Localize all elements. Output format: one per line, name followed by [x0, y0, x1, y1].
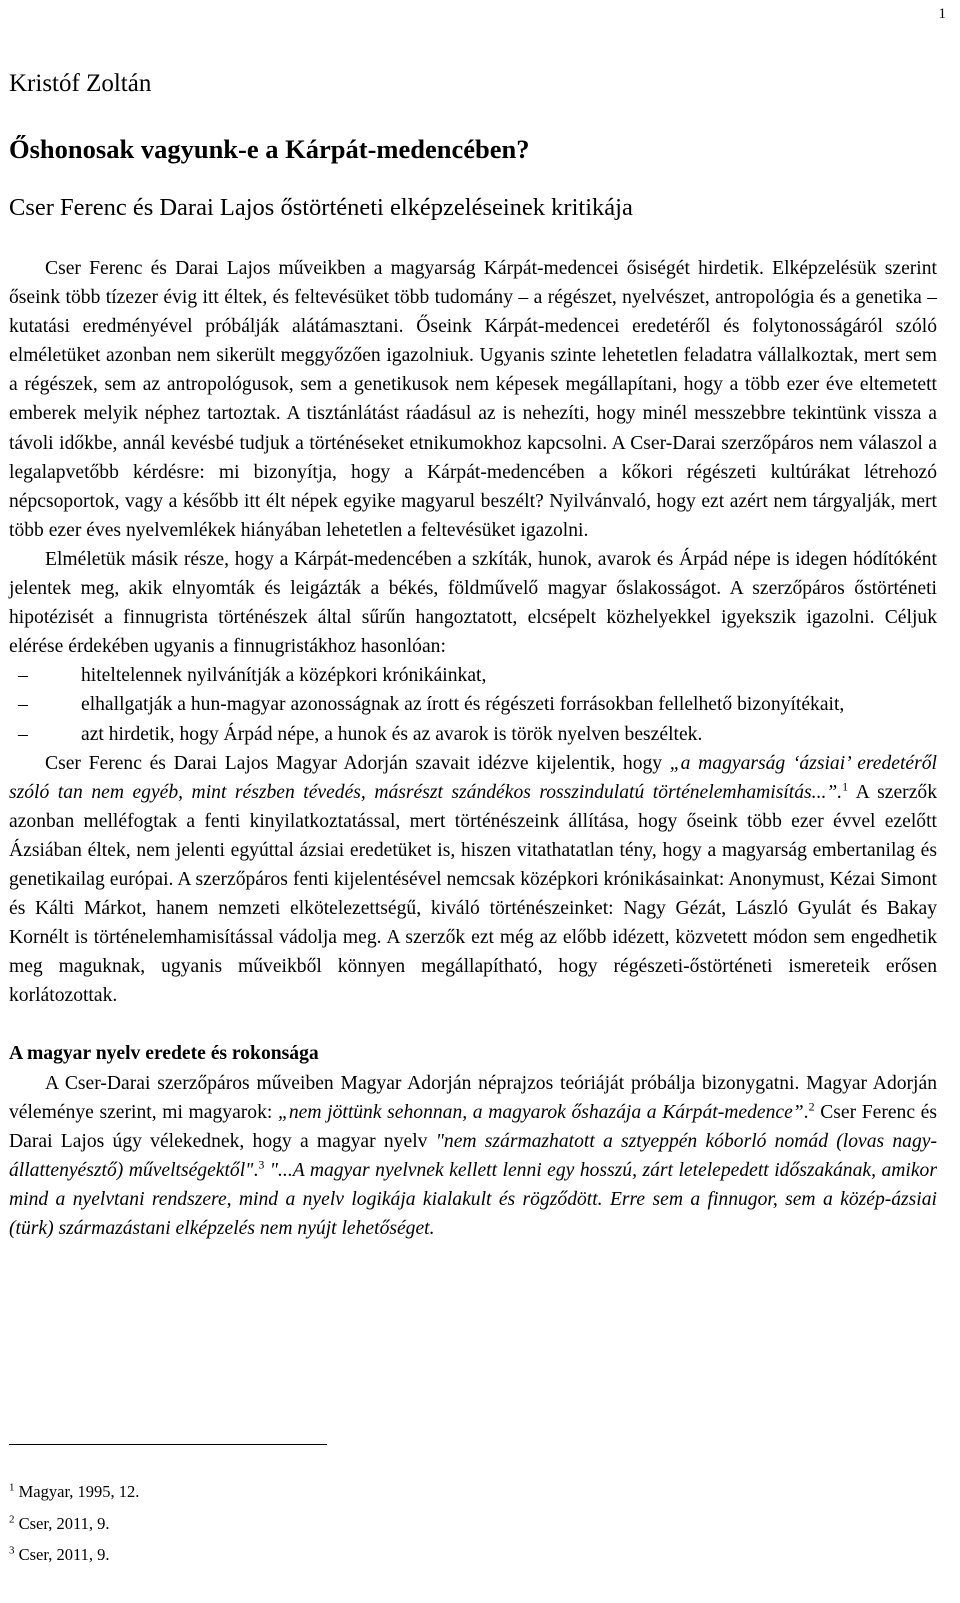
- section-heading: A magyar nyelv eredete és rokonsága: [9, 1043, 319, 1065]
- paragraph-3-rest: A szerzők azonban melléfogtak a fenti kinyilatkoztatással, mert történészeink állítása, hogy őseink több ezer évvel ezelőtt Ázsiában éltek, nem jelenti egyúttal ázsiai eredetüket is, hiszen vitathatatlan tény, hogy a magyarság embertanilag és genetikailag európai. A szerzőpáros fenti kijelentésével nemcsak középkori krónikásainkat: Anonymust, Kézai Simont és Kálti Márkot, hanem nemzeti elkötelezettségű, kiváló történészeinket: Nagy Gézát, László Gyulát és Bakay Kornélt is történelemhamisítással vádolja meg. A szerzők ezt még az előbb idézett, közvetett módon sem engedhetik meg maguknak, ugyanis műveikből könnyen megállapítható, hogy régészeti-őstörténeti ismereteik erősen korlátozottak.: [9, 781, 937, 1007]
- paragraph-4-text: A Cser-Darai szerzőpáros műveiben Magyar Adorján néprajzos teóriáját próbálja bizonygatni. Magyar Adorján véleménye szerint, mi magyarok:: [9, 1072, 937, 1123]
- dash-marker: –: [18, 723, 28, 745]
- footnote-separator: [9, 1444, 327, 1445]
- list-item: [9, 720, 937, 749]
- footnote: [9, 1539, 139, 1571]
- paragraph-3: [9, 749, 937, 1011]
- paragraph-4: [9, 1069, 937, 1244]
- paragraph-2: Elméletük másik része, hogy a Kárpát-medencében a szkíták, hunok, avarok és Árpád népe is idegen hódítóként jelentek meg, akik elnyomták és leigázták a békés, földművelő magyar őslakosságot. A szerzőpáros őstörténeti hipotézisét a finnugrista történészek által sűrűn hangoztatott, elcsépelt közhelyekkel igyekszik igazolni. Céljuk elérése érdekében ugyanis a finnugristákhoz hasonlóan:: [9, 548, 937, 658]
- paragraph-1: Cser Ferenc és Darai Lajos műveikben a magyarság Kárpát-medencei ősiségét hirdetik. Elképzelésük szerint őseink több tízezer évig itt éltek, és feltevésüket több tudomány – a régészet, nyelvészet, antropológia és a genetika – kutatási eredményével próbálják alátámasztani. Őseink Kárpát-medencei eredetéről és folytonosságáról szóló elméletüket azonban nem sikerült meggyőzően igazolniuk. Ugyanis szinte lehetetlen feladatra vállalkoztak, mert sem a régészek, sem az antropológusok, sem a genetikusok nem képesek megállapítani, hogy a több ezer éve eltemetett emberek melyik néphez tartoztak. A tisztánlátást ráadásul az is nehezíti, hogy minél messzebbre tekintünk vissza a távoli időkbe, annál kevésbé tudjuk a történéseket etnikumokhoz kapcsolni. A Cser-Darai szerzőpáros nem válaszol a legalapvetőbb kérdésre: mi bizonyítja, hogy a Kárpát-medencében a kőkori régészeti kultúrákat létrehozó népcsoportok, vagy a később itt élt népek egyike magyarul beszélt? Nyilvánvaló, hogy ezt azért nem tárgyalják, mert több ezer éves nyelvemlékek hiányában lehetetlen a feltevésüket igazolni.: [9, 258, 937, 541]
- list-item-text: hiteltelennek nyilvánítják a középkori krónikáinkat,: [81, 665, 487, 687]
- paragraph-3-lead: Cser Ferenc és Darai Lajos Magyar Adorján szavait idézve kijelentik, hogy: [45, 752, 670, 774]
- paragraph-4-text: .: [803, 1101, 809, 1123]
- footnote-text: Magyar, 1995, 12.: [14, 1482, 140, 1501]
- footnote-number: 3: [9, 1544, 15, 1557]
- body-text: [9, 254, 937, 1243]
- quote-2: "nem származhatott a sztyeppén kóborló nomád (lovas nagy-állattenyésztő) műveltségektől": [9, 1130, 938, 1181]
- footnote-ref-3[interactable]: 3: [258, 1157, 265, 1172]
- page-subtitle: Cser Ferenc és Darai Lajos őstörténeti elképzeléseinek kritikája: [9, 194, 633, 221]
- quote-1: „nem jöttünk sehonnan, a magyarok őshazája a Kárpát-medence”: [277, 1101, 804, 1123]
- footnote-text: Cser, 2011, 9.: [14, 1545, 110, 1564]
- dash-marker: –: [18, 694, 28, 716]
- footnote: [9, 1476, 139, 1508]
- list-item: [9, 661, 937, 690]
- footnote-text: Cser, 2011, 9.: [14, 1513, 110, 1533]
- quote-magyar-adorjan: „a magyarság ‘ázsiai’ eredetéről szóló tan nem egyéb, mint részben tévedés, másrészt szándékos rosszindulatú történelemhamisítás...”.: [9, 752, 937, 803]
- list-item-text: azt hirdetik, hogy Árpád népe, a hunok és az avarok is török nyelven beszéltek.: [81, 723, 703, 745]
- footnote-ref-2[interactable]: 2: [808, 1099, 815, 1114]
- paragraph-4-text: Cser Ferenc és Darai Lajos úgy vélekednek, hogy a magyar nyelv: [9, 1101, 937, 1152]
- author-name: Kristóf Zoltán: [9, 70, 152, 97]
- dash-list: [9, 661, 937, 748]
- dash-marker: –: [18, 665, 28, 687]
- footnote-number: 1: [9, 1481, 15, 1494]
- footnote: [9, 1508, 139, 1540]
- footnote-ref-1[interactable]: 1: [842, 779, 849, 794]
- paragraph-4-text: .: [253, 1159, 259, 1181]
- footnote-number: 2: [9, 1513, 15, 1525]
- quote-3: "...A magyar nyelvnek kellett lenni egy hosszú, zárt letelepedett időszakának, amikor mind a nyelvtani rendszere, mind a nyelv logikája kialakult és rögződött. Erre sem a finnugor, sem a közép-ázsiai (türk) származástani elképzelés nem nyújt lehetőséget.: [9, 1159, 937, 1239]
- list-item-text: elhallgatják a hun-magyar azonosságnak az írott és régészeti forrásokban fellelhető bizonyítékait,: [81, 694, 845, 716]
- list-item: [9, 690, 937, 719]
- footnotes: [9, 1476, 139, 1571]
- page-number: 1: [938, 6, 946, 22]
- page-title: Őshonosak vagyunk-e a Kárpát-medencében?: [9, 134, 530, 164]
